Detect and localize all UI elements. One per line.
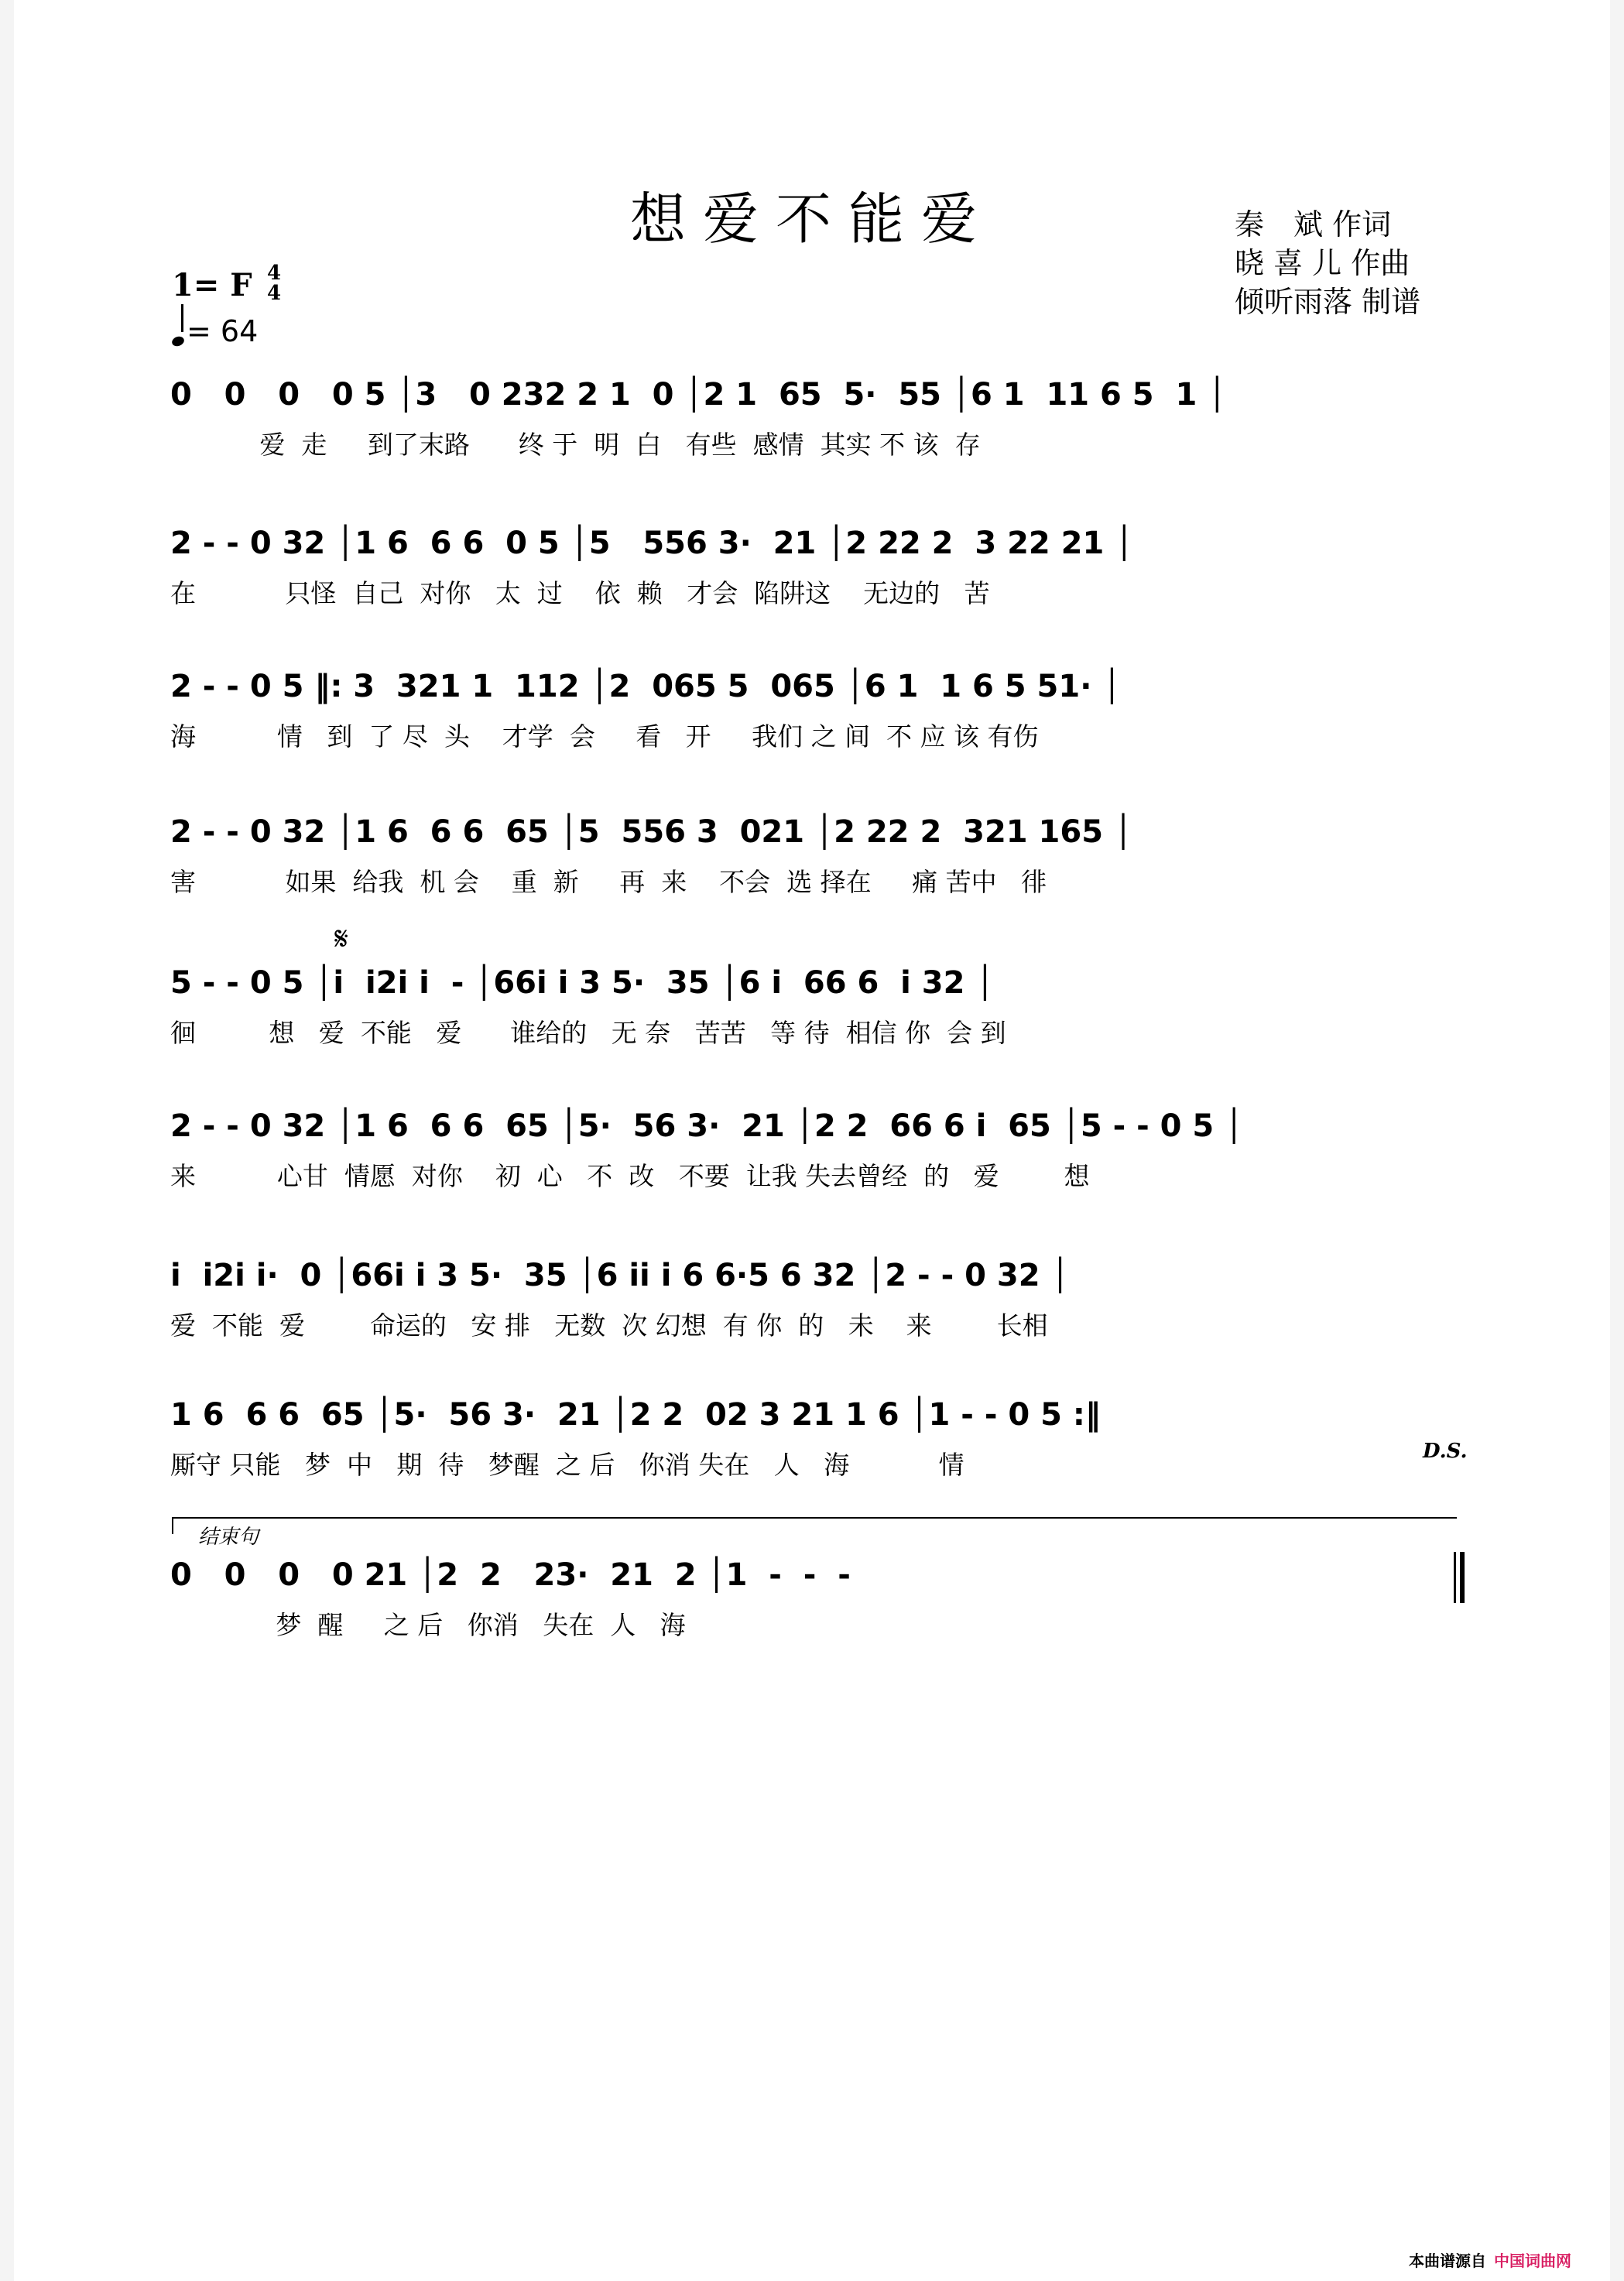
key-signature: 1= F	[172, 267, 252, 303]
time-signature	[267, 263, 281, 303]
system-6	[170, 1103, 1459, 1196]
quarter-note-icon	[170, 335, 185, 348]
ending-bracket-tick	[172, 1517, 173, 1534]
lyrics-line: 害 如果 给我 机 会 重 新 再 来 不会 选 择在 痛 苦中 徘	[170, 867, 1047, 897]
time-signature-bottom: 4	[267, 282, 282, 305]
ending-label: 结束句	[198, 1526, 259, 1549]
segno-sign: 𝄋	[334, 920, 349, 957]
lyrics-line: 徊 想 爱 不能 爱 谁给的 无 奈 苦苦 等 待 相信 你 会 到	[170, 1018, 1006, 1048]
tempo-marking	[172, 313, 258, 348]
system-7	[170, 1252, 1459, 1345]
footer-brand-link[interactable]: 中国词曲网	[1494, 2252, 1571, 2270]
notes-line: 2 - - 0 32 │1 6 6 6 0 5 │5 556 3· 21 │2 22 2 3 22 21 │	[170, 526, 1134, 561]
notes-line: 0 0 0 0 5 │3 0 232 2 1 0 │2 1 65 5· 55 │6 1 11 6 5 1 │	[170, 377, 1227, 413]
credits	[1235, 205, 1459, 321]
lyricist-credit: 秦 斌 作词	[1235, 207, 1392, 241]
notes-line: 2 - - 0 32 │1 6 6 6 65 │5· 56 3· 21 │2 2 66 6 i 65 │5 - - 0 5 │	[170, 1108, 1244, 1144]
notes-line: 2 - - 0 5 ‖: 3 321 1 112 │2 065 5 065 │6 1 1 6 5 51· │	[170, 669, 1122, 704]
time-signature-top: 4	[267, 262, 282, 285]
system-2	[170, 520, 1459, 613]
lyrics-line: 来 心甘 情愿 对你 初 心 不 改 不要 让我 失去曾经 的 爱 想	[170, 1161, 1090, 1191]
composer-credit: 晓 喜 儿 作曲	[1235, 246, 1410, 280]
page-edge-left	[0, 0, 14, 2281]
system-3	[170, 663, 1459, 756]
source-footer	[1409, 2248, 1571, 2271]
lyrics-line: 在 只怪 自己 对你 太 过 依 赖 才会 陷阱这 无边的 苦	[170, 578, 990, 608]
page-edge-right	[1610, 0, 1624, 2281]
notes-line: 5 - - 0 5 │i i2i i - │66i i 3 5· 35 │6 i 66 6 i 32 │	[170, 965, 995, 1001]
system-4	[170, 809, 1459, 902]
transcriber-credit: 倾听雨落 制谱	[1235, 285, 1421, 319]
tempo-value: = 64	[187, 314, 259, 348]
lyrics-line: 爱 走 到了末路 终 于 明 白 有些 感情 其实 不 该 存	[170, 430, 981, 460]
lyrics-line: 梦 醒 之 后 你消 失在 人 海	[170, 1610, 686, 1640]
system-1	[170, 372, 1459, 464]
system-9	[170, 1552, 1459, 1645]
lyrics-line: 海 情 到 了 尽 头 才学 会 看 开 我们 之 间 不 应 该 有伤	[170, 721, 1039, 752]
notes-line: 1 6 6 6 65 │5· 56 3· 21 │2 2 02 3 21 1 6 │1 - - 0 5 :‖	[170, 1397, 1101, 1433]
note-stem	[181, 304, 183, 332]
notes-line: 2 - - 0 32 │1 6 6 6 65 │5 556 3 021 │2 22 2 321 165 │	[170, 814, 1133, 850]
system-5	[170, 960, 1459, 1053]
system-8	[170, 1392, 1459, 1485]
notes-line: i i2i i· 0 │66i i 3 5· 35 │6 ii i 6 6·5 6 32 │2 - - 0 32 │	[170, 1258, 1070, 1293]
final-barline	[1454, 1552, 1464, 1603]
ending-bracket-line	[172, 1517, 1457, 1519]
notes-line: 0 0 0 0 21 │2 2 23· 21 2 │1 - - -	[170, 1557, 851, 1593]
lyrics-line: 爱 不能 爱 命运的 安 排 无数 次 幻想 有 你 的 未 来 长相	[170, 1310, 1048, 1341]
footer-prefix: 本曲谱源自	[1409, 2252, 1486, 2270]
song-title: 想爱不能爱	[629, 187, 994, 252]
lyrics-line: 厮守 只能 梦 中 期 待 梦醒 之 后 你消 失在 人 海 情	[170, 1450, 964, 1480]
dal-segno-mark: D.S.	[1423, 1440, 1468, 1463]
